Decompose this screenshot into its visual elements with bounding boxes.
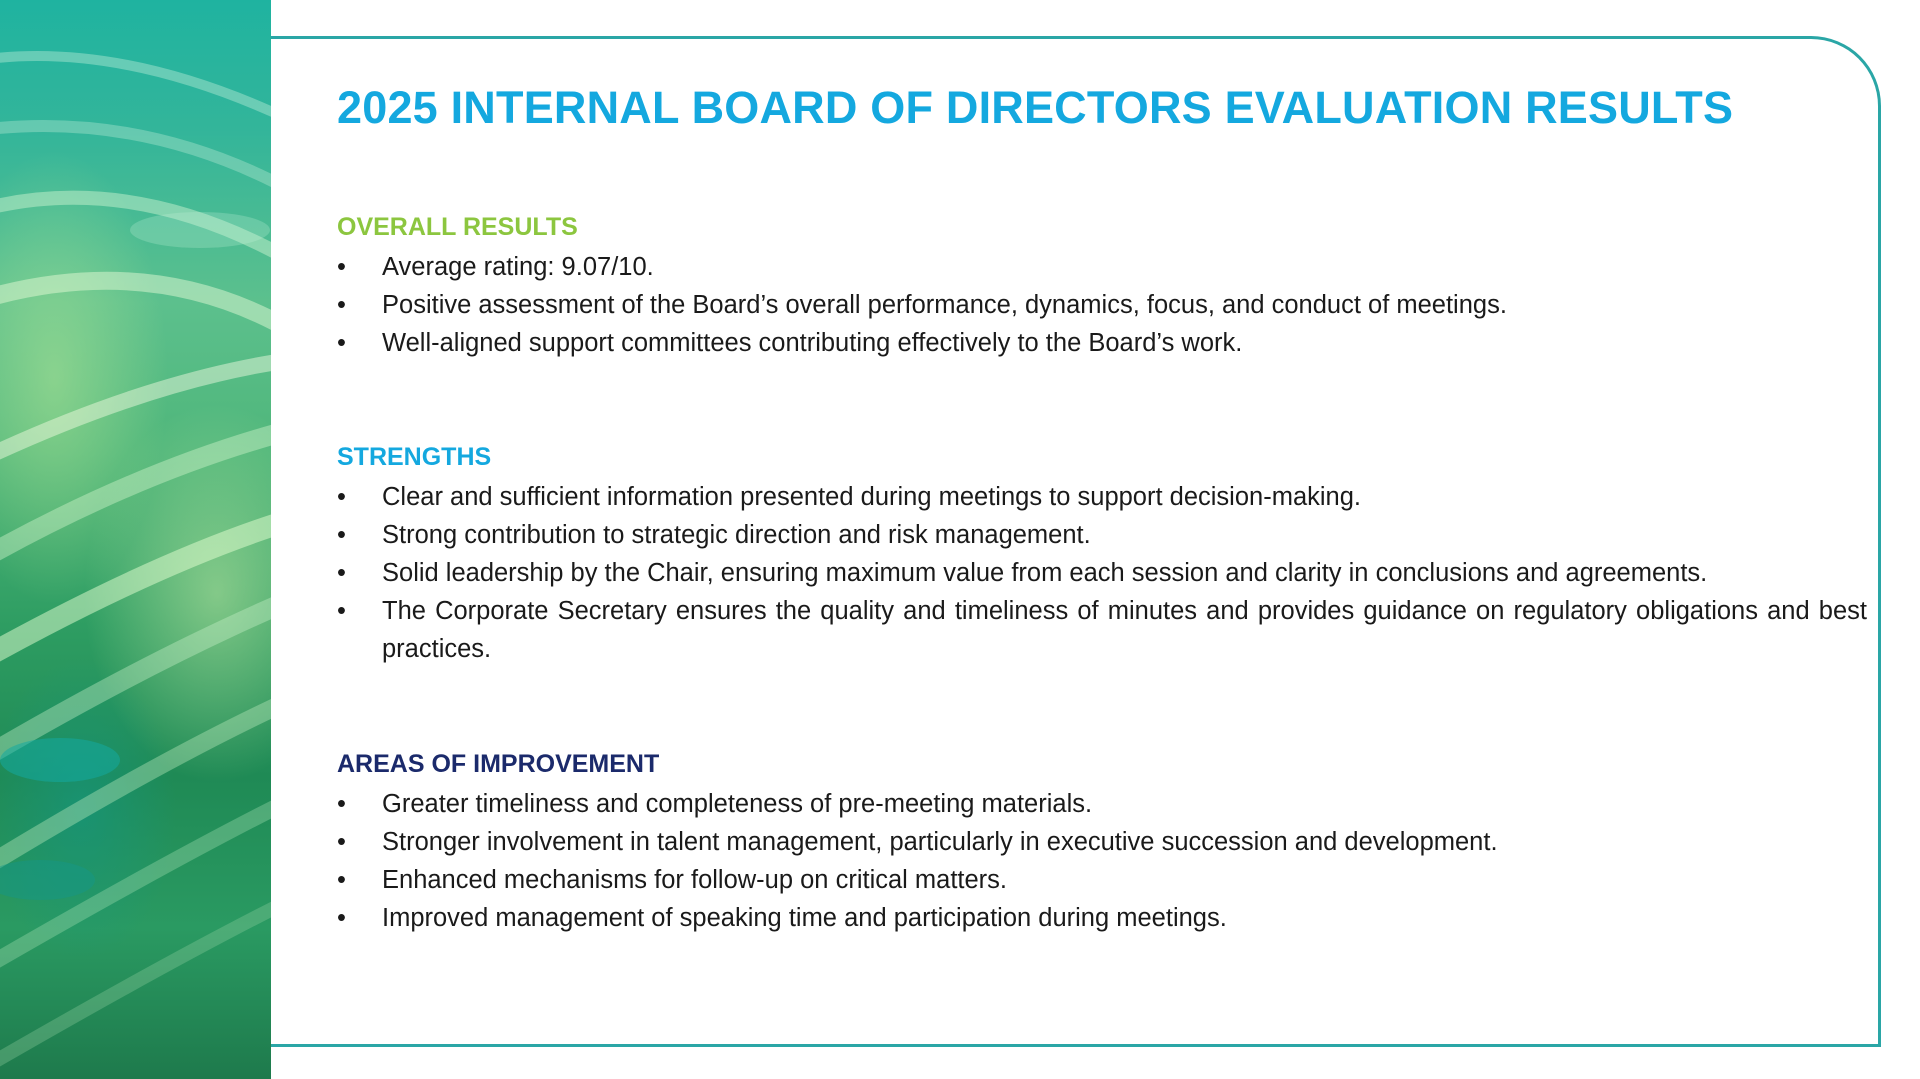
list-item-text: Stronger involvement in talent management, particularly in executive succession and development.	[382, 828, 1498, 856]
list-item	[337, 324, 1867, 362]
list-item-text: Greater timeliness and completeness of pre-meeting materials.	[382, 790, 1093, 818]
areas-of-improvement-section	[337, 747, 1867, 937]
list-item	[337, 478, 1867, 516]
list-item-text: Clear and sufficient information presented during meetings to support decision-making.	[382, 483, 1361, 511]
overall-results-section	[337, 210, 1867, 362]
list-item	[337, 823, 1867, 861]
bullet-icon: •	[337, 790, 346, 818]
leaf-pattern-graphic	[0, 0, 271, 1079]
list-item	[337, 248, 1867, 286]
list-item-text: Average rating: 9.07/10.	[382, 253, 654, 281]
list-item-text: Improved management of speaking time and participation during meetings.	[382, 904, 1227, 932]
overall-results-list	[337, 248, 1867, 362]
bullet-icon: •	[337, 483, 346, 511]
bullet-icon: •	[337, 521, 346, 549]
bullet-icon: •	[337, 597, 346, 625]
list-item	[337, 554, 1867, 592]
areas-of-improvement-list	[337, 785, 1867, 937]
bullet-icon: •	[337, 828, 346, 856]
list-item-text: Solid leadership by the Chair, ensuring maximum value from each session and clarity in conclusions and agreements.	[382, 559, 1708, 587]
list-item	[337, 861, 1867, 899]
bullet-icon: •	[337, 559, 346, 587]
strengths-heading: STRENGTHS	[337, 443, 492, 471]
areas-of-improvement-heading: AREAS OF IMPROVEMENT	[337, 750, 660, 778]
list-item-text: Well-aligned support committees contributing effectively to the Board’s work.	[382, 329, 1243, 357]
list-item-text: Enhanced mechanisms for follow-up on critical matters.	[382, 866, 1008, 894]
bullet-icon: •	[337, 329, 346, 357]
page-title: 2025 INTERNAL BOARD OF DIRECTORS EVALUATION RESULTS	[337, 82, 1734, 133]
list-item	[337, 516, 1867, 554]
strengths-section	[337, 440, 1867, 668]
list-item-text: Positive assessment of the Board’s overall performance, dynamics, focus, and conduct of meetings.	[382, 291, 1507, 319]
list-item	[337, 286, 1867, 324]
bullet-icon: •	[337, 291, 346, 319]
list-item-text: Strong contribution to strategic direction and risk management.	[382, 521, 1091, 549]
list-item	[337, 592, 1867, 668]
bullet-icon: •	[337, 253, 346, 281]
bullet-icon: •	[337, 904, 346, 932]
overall-results-heading: OVERALL RESULTS	[337, 213, 578, 241]
decorative-palm-leaf-image	[0, 0, 271, 1079]
list-item	[337, 785, 1867, 823]
list-item	[337, 899, 1867, 937]
bullet-icon: •	[337, 866, 346, 894]
strengths-list	[337, 478, 1867, 668]
list-item-text: The Corporate Secretary ensures the quality and timeliness of minutes and provides guidance on regulatory obligations and best practices.	[382, 597, 1867, 663]
